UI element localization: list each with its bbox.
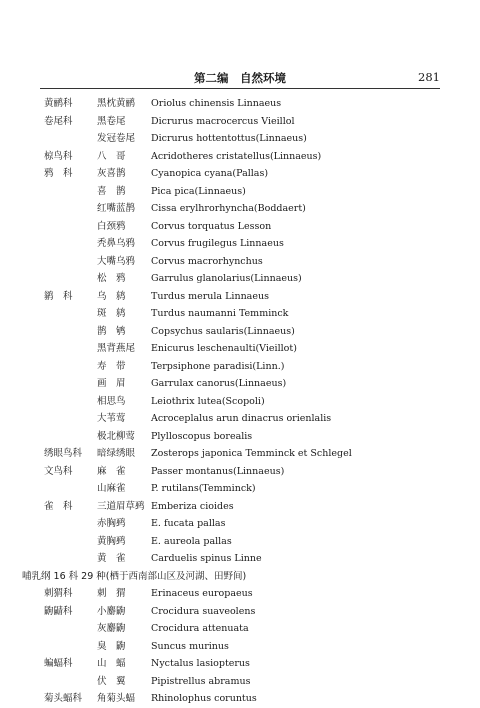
species-row	[0, 480, 480, 498]
scientific-name: Dicrurus hottentottus(Linnaeus)	[151, 133, 307, 144]
family-name: 黄鹂科	[44, 98, 73, 109]
scientific-name: Acroceplalus arun dinacrus orienlalis	[151, 413, 332, 424]
chinese-name: 山 蝠	[97, 658, 126, 669]
chinese-name: 鹊 鸲	[97, 325, 126, 337]
chinese-name: 黑卷尾	[97, 115, 126, 127]
scientific-name: Turdus merula Linnaeus	[151, 290, 269, 302]
chinese-name: 大嘴乌鸦	[97, 255, 136, 267]
chinese-name: 角菊头蝠	[97, 693, 136, 704]
chinese-name: 乌 鸫	[97, 290, 126, 302]
species-row	[0, 585, 480, 603]
scientific-name: Erinaceus europaeus	[151, 588, 253, 599]
species-row	[0, 515, 480, 533]
chinese-name: 白颈鸦	[97, 220, 126, 232]
chinese-name: 秃鼻乌鸦	[97, 238, 136, 249]
scientific-name: E. fucata pallas	[151, 518, 226, 529]
scientific-name: Garrulus glanolarius(Linnaeus)	[151, 273, 302, 284]
species-row	[0, 270, 480, 288]
family-name: 雀 科	[44, 500, 73, 512]
species-row	[0, 445, 480, 463]
chinese-name: 臭 鼩	[97, 640, 126, 652]
scientific-name: P. rutilans(Temminck)	[151, 483, 256, 494]
scientific-name: Terpsiphone paradisi(Linn.)	[151, 360, 285, 372]
chinese-name: 相思鸟	[97, 395, 126, 407]
chinese-name: 三道眉草鹀	[97, 500, 145, 512]
species-row	[0, 183, 480, 201]
species-row	[0, 130, 480, 148]
chinese-name: 伏 翼	[97, 675, 126, 687]
species-row	[0, 340, 480, 358]
family-name: 菊头蝠科	[44, 693, 83, 704]
species-row	[0, 673, 480, 691]
species-row	[0, 638, 480, 656]
chinese-name: 灰麝鼩	[97, 623, 126, 634]
scientific-name: E. aureola pallas	[151, 535, 232, 547]
chinese-name: 发冠卷尾	[97, 133, 136, 144]
scientific-name: Enicurus leschenaulti(Vieillot)	[151, 343, 297, 354]
species-row	[0, 550, 480, 568]
species-row	[0, 288, 480, 306]
chinese-name: 寿 带	[97, 360, 126, 372]
species-row	[0, 148, 480, 166]
species-row	[0, 305, 480, 323]
species-row	[0, 533, 480, 551]
species-row	[0, 620, 480, 638]
scientific-name: Corvus frugilegus Linnaeus	[151, 238, 284, 249]
species-row	[0, 463, 480, 481]
species-row	[0, 200, 480, 218]
scientific-name: Suncus murinus	[151, 640, 229, 652]
family-name: 绣眼鸟科	[44, 448, 83, 459]
family-name: 蝙蝠科	[44, 658, 73, 669]
chinese-name: 黄胸鹀	[97, 535, 126, 547]
chinese-name: 麻 雀	[97, 465, 126, 477]
chinese-name: 大苇莺	[97, 413, 126, 424]
scientific-name: Acridotheres cristatellus(Linnaeus)	[151, 150, 322, 162]
scientific-name: Plylloscopus borealis	[151, 430, 253, 442]
chinese-name: 黄 雀	[97, 553, 126, 564]
species-row	[0, 218, 480, 236]
scientific-name: Pica pica(Linnaeus)	[151, 185, 246, 197]
scientific-name: Passer montanus(Linnaeus)	[151, 465, 285, 477]
chinese-name: 刺 猬	[97, 588, 126, 599]
family-name: 文鸟科	[44, 465, 73, 477]
family-name: 卷尾科	[44, 115, 73, 127]
chinese-name: 赤胸鹀	[97, 518, 126, 529]
scientific-name: Copsychus saularis(Linnaeus)	[151, 325, 295, 337]
chinese-name: 八 哥	[97, 150, 126, 162]
scientific-name: Corvus macrorhynchus	[151, 255, 263, 267]
species-row	[0, 655, 480, 673]
species-row	[0, 95, 480, 113]
species-row	[0, 113, 480, 131]
species-row	[0, 165, 480, 183]
chinese-name: 黑枕黄鹂	[97, 98, 136, 109]
chinese-name: 画 眉	[97, 378, 126, 389]
species-row	[0, 428, 480, 446]
scientific-name: Crocidura attenuata	[151, 623, 249, 634]
chinese-name: 暗绿绣眼	[97, 448, 136, 459]
species-row	[0, 603, 480, 621]
species-row	[0, 375, 480, 393]
scientific-name: Crocidura suaveolens	[151, 605, 256, 617]
family-name: 鼩鼱科	[44, 605, 73, 617]
page-number: 281	[418, 70, 440, 84]
chinese-name: 斑 鸫	[97, 308, 126, 319]
chapter-title: 第二编 自然环境	[194, 71, 286, 85]
chinese-name: 红嘴蓝鹊	[97, 203, 136, 214]
chinese-name: 极北柳莺	[97, 430, 136, 442]
scientific-name: Cissa erylhrorhyncha(Boddaert)	[151, 203, 306, 214]
species-row	[0, 410, 480, 428]
chinese-name: 黑背燕尾	[97, 343, 136, 354]
chinese-name: 松 鸦	[97, 273, 126, 284]
species-row	[0, 235, 480, 253]
scientific-name: Pipistrellus abramus	[151, 675, 251, 687]
class-heading: 哺乳纲 16 科 29 种(栖于西南部山区及河湖、田野间)	[22, 570, 247, 582]
class-heading-row	[0, 568, 480, 586]
chinese-name: 山麻雀	[97, 483, 126, 494]
species-row	[0, 393, 480, 411]
family-name: 鸦 科	[44, 168, 73, 179]
page-header	[40, 68, 440, 89]
chinese-name: 小麝鼩	[97, 605, 126, 617]
scientific-name: Oriolus chinensis Linnaeus	[151, 98, 282, 109]
scientific-name: Emberiza cioides	[151, 500, 234, 512]
family-name: 刺猬科	[44, 588, 73, 599]
chinese-name: 喜 鹊	[97, 185, 126, 197]
scientific-name: Garrulax canorus(Linnaeus)	[151, 378, 287, 389]
scientific-name: Carduelis spinus Linne	[151, 553, 262, 564]
species-row	[0, 323, 480, 341]
scientific-name: Rhinolophus coruntus	[151, 693, 257, 704]
species-row	[0, 690, 480, 708]
species-row	[0, 498, 480, 516]
scientific-name: Zosterops japonica Temminck et Schlegel	[151, 448, 352, 459]
species-row	[0, 358, 480, 376]
species-list	[0, 95, 480, 708]
family-name: 鹟 科	[44, 290, 73, 302]
species-row	[0, 253, 480, 271]
scientific-name: Corvus torquatus Lesson	[151, 220, 272, 232]
chinese-name: 灰喜鹊	[97, 168, 126, 179]
scientific-name: Dicrurus macrocercus Vieillol	[151, 115, 295, 127]
family-name: 椋鸟科	[44, 150, 73, 162]
scientific-name: Nyctalus lasiopterus	[151, 658, 250, 669]
scientific-name: Turdus naumanni Temminck	[151, 308, 289, 319]
scientific-name: Leiothrix lutea(Scopoli)	[151, 395, 265, 407]
scientific-name: Cyanopica cyana(Pallas)	[151, 168, 269, 179]
